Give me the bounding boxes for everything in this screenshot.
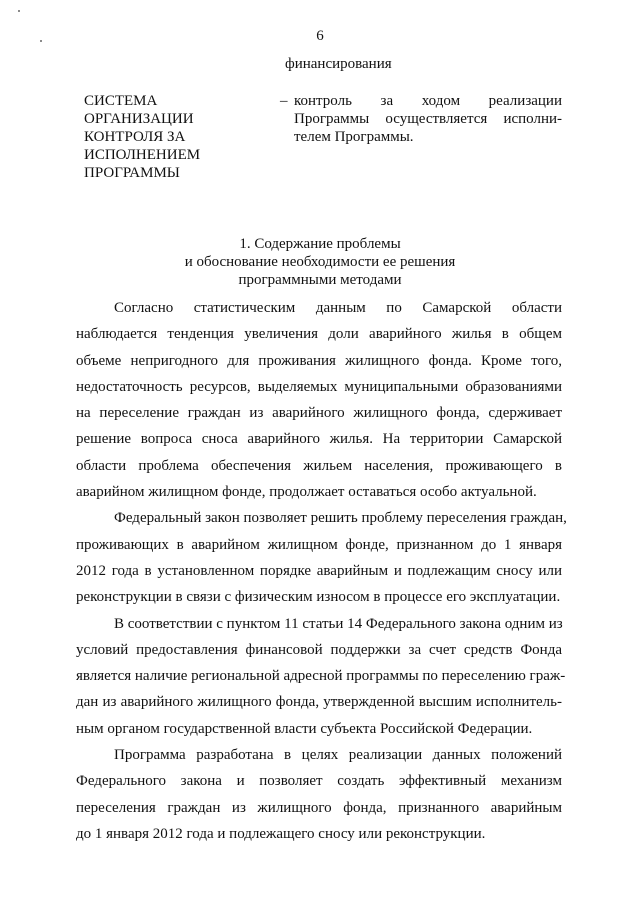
text-line: условий предоставления финансовой поддержки за счет средств Фонда: [76, 641, 562, 658]
text-line: объеме непригодного для проживания жилищного фонда. Кроме того,: [76, 352, 562, 369]
section-heading-line: ОРГАНИЗАЦИИ: [84, 111, 194, 127]
text-line: переселения граждан из жилищного фонда, признанного аварийным: [76, 799, 562, 816]
section-body-line: телем Программы.: [294, 129, 414, 145]
paragraph: [76, 611, 566, 742]
paragraph: [76, 505, 567, 610]
chapter-title-line: программными методами: [238, 272, 402, 288]
section-heading-line: КОНТРОЛЯ ЗА: [84, 129, 186, 145]
text-line: дан из аварийного жилищного фонда, утвержденной высшим исполнитель-: [76, 694, 562, 711]
text-line: решение вопроса сноса аварийного жилья. На территории Самарской: [76, 431, 562, 448]
text-line: проживающих в аварийном жилищном фонде, признанном до 1 января: [76, 536, 562, 553]
text-line: Федеральный закон позволяет решить проблему переселения граждан,: [114, 510, 567, 527]
header-continuation: финансирования: [285, 56, 392, 72]
section-body-line: контроль за ходом реализации: [294, 93, 562, 109]
text-line: Программа разработана в целях реализации данных положений: [114, 747, 562, 764]
body-text: [76, 295, 567, 847]
text-line: до 1 января 2012 года и подлежащего сносу или реконструкции.: [76, 825, 486, 842]
text-line: недостаточность ресурсов, выделяемых муниципальными образованиями: [76, 378, 562, 395]
section-heading-line: СИСТЕМА: [84, 93, 158, 109]
text-line: Федерального закона и позволяет создать эффективный механизм: [76, 773, 562, 790]
text-line: на переселение граждан из аварийного жилищного фонда, сдерживает: [76, 405, 562, 422]
text-line: области проблема обеспечения жильем населения, проживающего в: [76, 457, 562, 474]
text-line: В соответствии с пунктом 11 статьи 14 Федерального закона одним из: [114, 615, 563, 632]
section-dash: –: [280, 93, 288, 109]
text-line: является наличие региональной адресной программы по переселению граж-: [76, 668, 566, 685]
chapter-title-line: и обоснование необходимости ее решения: [184, 254, 456, 270]
section-body: [294, 92, 562, 146]
paragraph: [76, 295, 562, 505]
chapter-title: [0, 235, 640, 289]
section-heading: [84, 92, 254, 182]
section-heading-line: ПРОГРАММЫ: [84, 165, 180, 181]
section-heading-line: ИСПОЛНЕНИЕМ: [84, 147, 201, 163]
page-number: 6: [316, 28, 324, 44]
chapter-title-line: 1. Содержание проблемы: [239, 236, 401, 252]
text-line: 2012 года в установленном порядке аварийным и подлежащим сносу или: [76, 562, 562, 579]
text-line: Согласно статистическим данным по Самарской области: [114, 300, 562, 316]
scan-speck: [18, 10, 20, 12]
text-line: ным органом государственной власти субъекта Российской Федерации.: [76, 720, 533, 737]
text-line: наблюдается тенденция увеличения доли аварийного жилья в общем: [76, 326, 562, 343]
text-line: реконструкции в связи с физическим износом в процессе его эксплуатации.: [76, 589, 561, 606]
paragraph: [76, 742, 562, 847]
text-line: аварийном жилищном фонде, продолжает оставаться особо актуальной.: [76, 484, 537, 501]
section-body-line: Программы осуществляется исполни-: [294, 111, 562, 127]
